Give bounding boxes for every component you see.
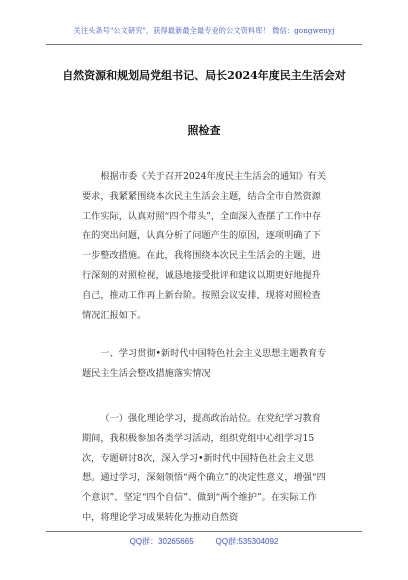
subsection-paragraph-1: （一）强化理论学习，提高政治站位。在党纪学习教育期间，我积极参加各类学习活动，组织党组中心组学习15次，专题研讨8次，深入学习•新时代中国特色社会主义思想。通过学习，深刻领悟“两个确立”的决定性意义，增强“四个意识”、坚定“四个自信”、做到“两个维护”。在实际工作中，将理论学习成果转化为推动自然资 (82, 413, 326, 523)
footer-divider (46, 531, 362, 532)
section-heading-1: 一、学习贯彻•新时代中国特色社会主义思想主题教育专题民主生活会整改措施落实情况 (82, 348, 327, 379)
footer-qq-group-2: QQ群:535304092 (215, 537, 279, 546)
header-promo-note: 关注头条号"公文研究"，获得最新最全最专业的公文资料库！ 微信：gongwenyj (73, 26, 335, 35)
header-divider (46, 44, 362, 45)
intro-paragraph: 根据市委《关于召开2024年度民主生活会的通知》有关要求，我紧紧围绕本次民主生活会主题，结合全市自然资源工作实际，认真对照“四个带头”，全面深入查摆了工作中存在的突出问题，认真分析了问题产生的原因，逐项明确了下一步整改措施。在此，我将围绕本次民主生活会的主题，进行深刻的对照检视，诚恳地接受批评和建议以期更好地提升自己，推动工作再上新台阶。按照会议安排，现将对照检查情况汇报如下。 (82, 171, 326, 321)
footer-qq-group-1: QQ群：30265665 (129, 537, 194, 546)
footer-contact (0, 536, 408, 547)
document-title-line-1: 自然资源和规划局党组书记、局长2024年度民主生活会对 (62, 69, 346, 82)
document-title-line-2: 照检查 (187, 124, 221, 137)
